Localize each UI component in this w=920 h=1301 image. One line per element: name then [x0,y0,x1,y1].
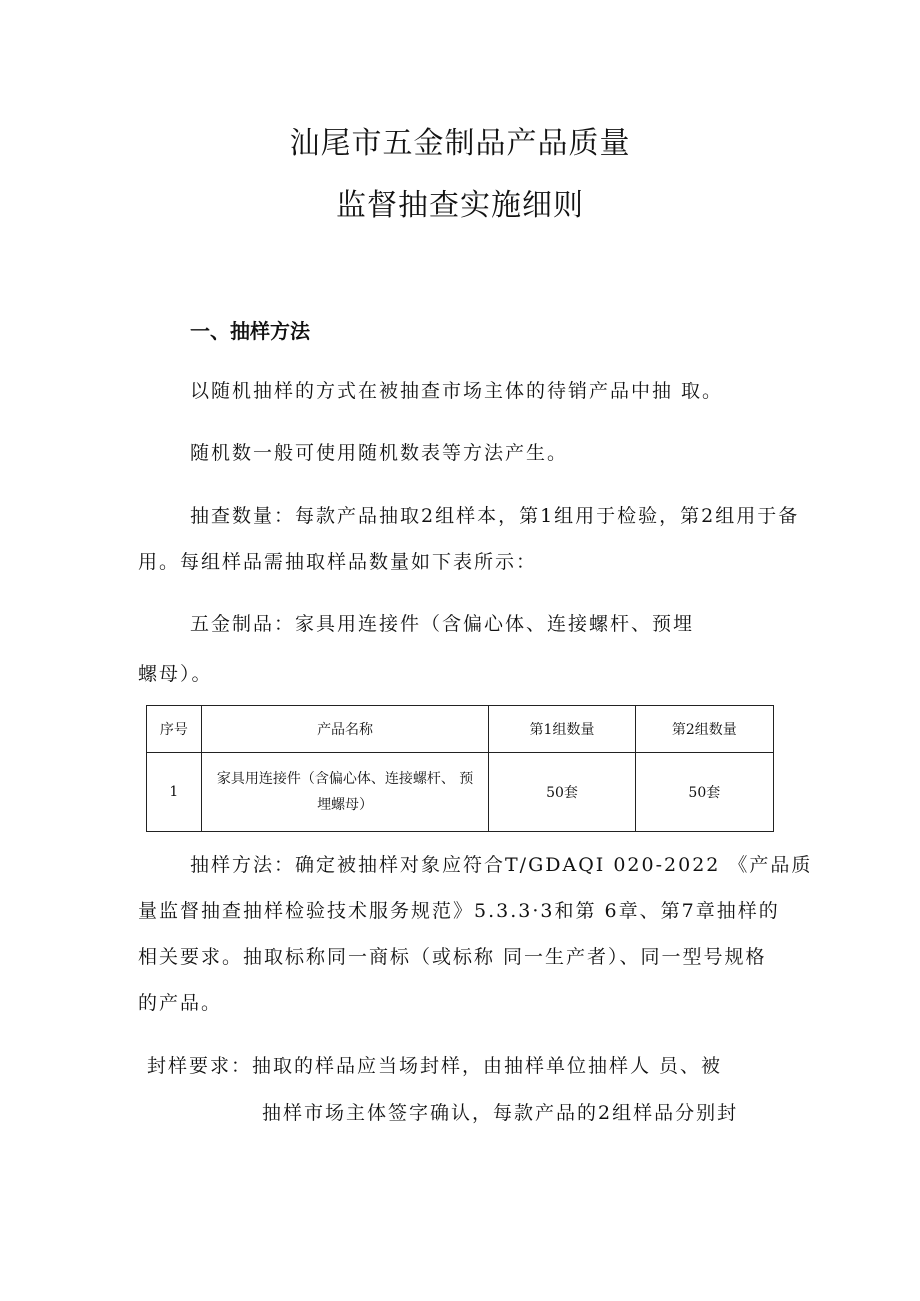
product-name-line-1: 家具用连接件（含偏心体、连接螺杆、 预 [216,771,474,787]
sample-quantity-table [146,705,774,832]
table-cell-no: 1 [147,753,202,832]
table-header-group1-qty: 第1组数量 [489,706,635,753]
paragraph-sampling-method-line-2: 量监督抽查抽样检验技术服务规范》5.3.3·3和第 6章、第7章抽样的 [138,900,780,922]
section-heading: 一、抽样方法 [190,319,310,343]
table-header-group2-qty: 第2组数量 [635,706,773,753]
paragraph-sampling-method-line-1: 抽样方法：确定被抽样对象应符合T/GDAQI 020-2022 《产品质 [190,854,813,876]
paragraph-sampling-method-line-3: 相关要求。抽取标称同一商标（或标称 同一生产者）、同一型号规格 [138,946,767,968]
paragraph-product-line-2: 螺母）。 [138,663,213,685]
paragraph-product-line-1: 五金制品：家具用连接件（含偏心体、连接螺杆、预埋 [190,613,695,635]
paragraph-sampling-method-line-4: 的产品。 [138,992,223,1014]
table-header-no: 序号 [147,706,202,753]
paragraph-sealing-line-2: 抽样市场主体签字确认，每款产品的2组样品分别封 [262,1102,739,1124]
table-cell-product-name [201,753,489,832]
document-title-line-1: 汕尾市五金制品产品质量 [289,126,631,161]
table-row [147,753,774,832]
paragraph-sample-quantity-line-2: 用。每组样品需抽取样品数量如下表所示： [138,551,538,573]
paragraph-random-numbers: 随机数一般可使用随机数表等方法产生。 [190,442,569,464]
table-header-row [147,706,774,753]
table-cell-group2-qty: 50套 [635,753,773,832]
table-cell-group1-qty: 50套 [489,753,635,832]
paragraph-random-sampling: 以随机抽样的方式在被抽查市场主体的待销产品中抽 取。 [190,380,724,402]
document-title-line-2: 监督抽查实施细则 [336,188,584,223]
paragraph-sample-quantity-line-1: 抽查数量：每款产品抽取2组样本，第1组用于检验，第2组用于备 [190,505,800,527]
paragraph-sealing-line-1: 封样要求：抽取的样品应当场封样，由抽样单位抽样人 员、被 [147,1055,723,1077]
product-name-line-2: 埋螺母） [317,797,374,813]
table-header-product-name: 产品名称 [201,706,489,753]
